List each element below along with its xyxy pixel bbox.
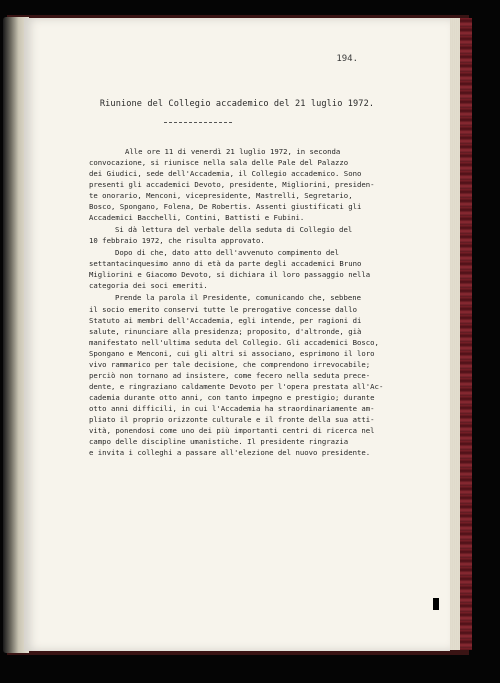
- text-line: convocazione, si riunisce nella sala delle Pale del Palazzo: [89, 158, 349, 167]
- text-line: Migliorini e Giacomo Devoto, si dichiara il loro passaggio nella: [89, 270, 371, 279]
- text-line: te onorario, Menconi, vicepresidente, Mastrelli, Segretario,: [89, 191, 353, 200]
- text-line: categoria dei soci emeriti.: [89, 281, 208, 290]
- text-line: vità, ponendosi come uno dei più importanti centri di ricerca nel: [89, 426, 375, 435]
- text-line: dei Giudici, sede dell'Accademia, il Collegio accademico. Sono: [89, 169, 362, 178]
- text-line: Si dà lettura del verbale della seduta di Collegio del: [115, 225, 353, 234]
- text-line: perciò non tornano ad insistere, come fecero nella seduta prece-: [89, 371, 371, 380]
- text-line: pliato il proprio orizzonte culturale e il fronte della sua atti-: [89, 415, 375, 424]
- page-number: 194.: [336, 54, 358, 64]
- text-line: e invita i colleghi a passare all'elezione del nuovo presidente.: [89, 448, 371, 457]
- text-line: 10 febbraio 1972, che risulta approvato.: [89, 236, 265, 245]
- text-line: campo delle discipline umanistiche. Il presidente ringrazia: [89, 437, 349, 446]
- text-line: Statuto ai membri dell'Accademia, egli intende, per ragioni di: [89, 316, 362, 325]
- text-line: Prende la parola il Presidente, comunicando che, sebbene: [115, 293, 362, 302]
- page-title: Riunione del Collegio accademico del 21 luglio 1972.: [99, 99, 375, 109]
- scale-marker: [433, 598, 439, 610]
- document-page: [24, 18, 450, 651]
- text-line: Dopo di che, dato atto dell'avvenuto compimento del: [115, 248, 340, 257]
- text-line: Spongano e Menconi, cui gli altri si associano, esprimono il loro: [89, 349, 375, 358]
- text-line: il socio emerito conservi tutte le prerogative concesse dallo: [89, 305, 357, 314]
- text-line: cademia durante otto anni, con tanto impegno e prestigio; durante: [89, 393, 375, 402]
- text-line: Alle ore 11 di venerdì 21 luglio 1972, in seconda: [125, 147, 341, 156]
- text-line: salute, rinunciare alla presidenza; proposito, d'altronde, già: [89, 327, 362, 336]
- text-line: presenti gli accademici Devoto, presidente, Migliorini, presiden-: [89, 180, 375, 189]
- text-line: vivo rammarico per tale decisione, che comprendono irrevocabile;: [89, 360, 371, 369]
- text-line: dente, e ringraziano caldamente Devoto per l'opera prestata all'Ac-: [89, 382, 384, 391]
- title-divider: [164, 122, 232, 123]
- text-line: Accademici Bacchelli, Contini, Battisti e Fubini.: [89, 213, 305, 222]
- text-line: otto anni difficili, in cui l'Accademia ha straordinariamente am-: [89, 404, 375, 413]
- book-edge: [458, 18, 472, 650]
- text-line: manifestato nell'ultima seduta del Collegio. Gli accademici Bosco,: [89, 338, 379, 347]
- text-line: settantacinquesimo anno di età da parte degli accademici Bruno: [89, 259, 362, 268]
- text-line: Bosco, Spongano, Folena, De Robertis. Assenti giustificati gli: [89, 202, 362, 211]
